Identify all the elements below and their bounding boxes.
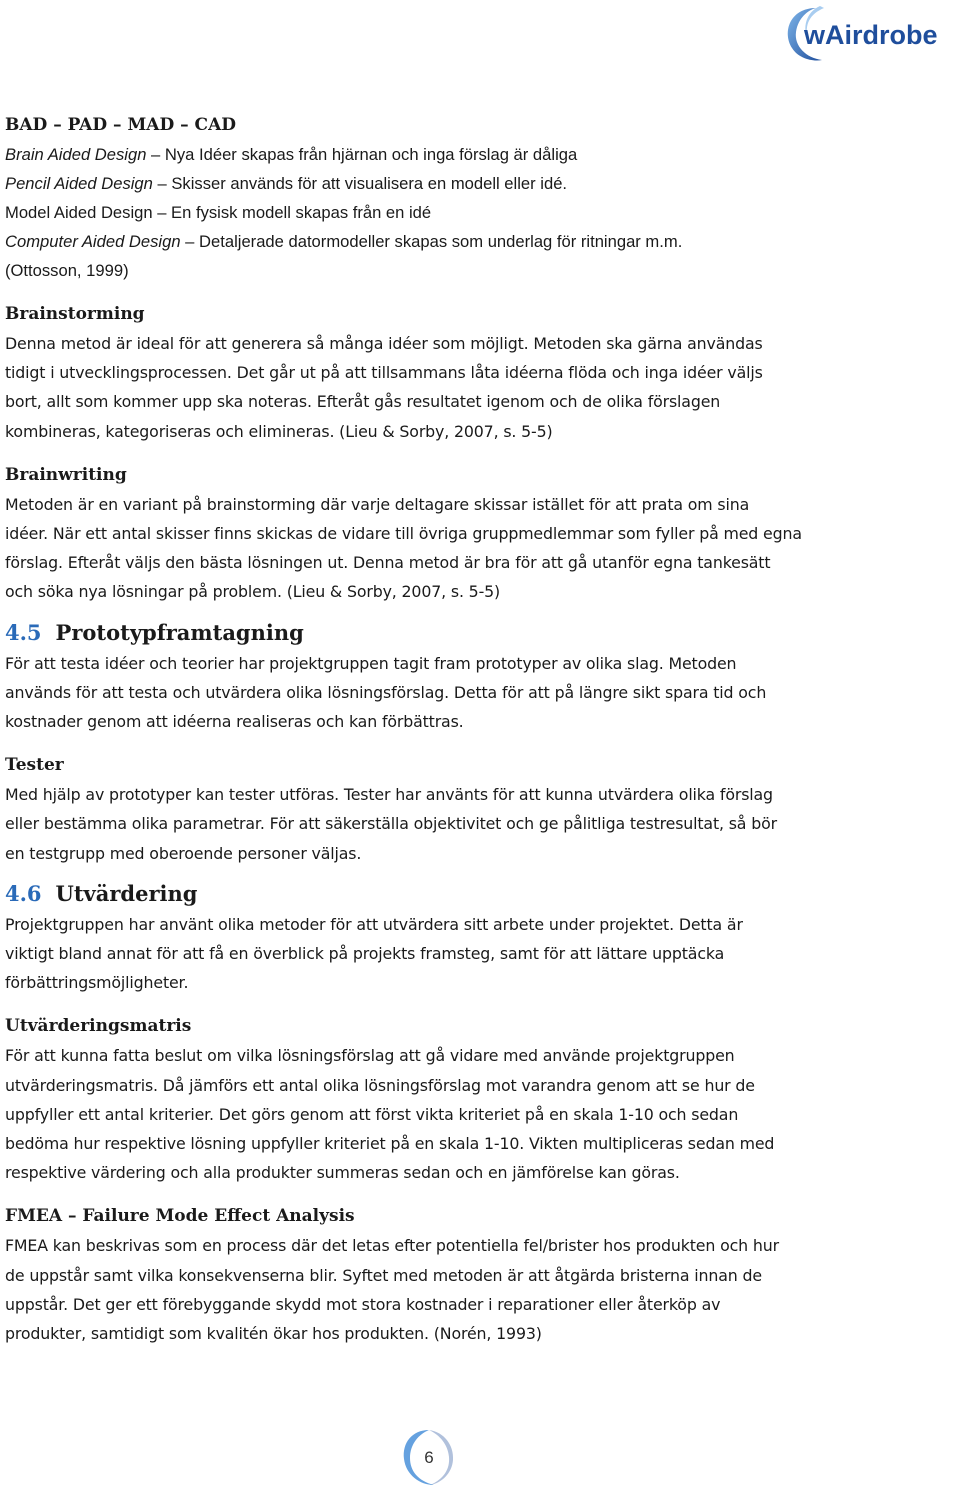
text-line: produkter, samtidigt som kvalitén ökar hos produkten. (Norén, 1993) (5, 1324, 542, 1344)
text-line: en testgrupp med oberoende personer väljas. (5, 843, 362, 863)
text-line: bedöma hur respektive lösning uppfyller kriteriet på en skala 1-10. Vikten multipliceras sedan med (5, 1134, 775, 1154)
text-line: Metoden är en variant på brainstorming där varje deltagare skissar istället för att prata om sina (5, 494, 750, 514)
wairdrobe-logo (776, 2, 954, 66)
text-line: förbättringsmöjligheter. (5, 973, 189, 993)
text-line: viktigt bland annat för att få en överblick på projekts framsteg, samt för att lättare upptäcka (5, 944, 725, 964)
fmea-paragraph (5, 1231, 945, 1348)
brainstorming-heading: Brainstorming (5, 304, 145, 324)
text-line: och söka nya lösningar på problem. (Lieu & Sorby, 2007, s. 5-5) (5, 582, 501, 602)
text-line: tidigt i utvecklingsprocessen. Det går ut på att tillsammans låta idéerna flöda och inga idéer väljs (5, 363, 763, 383)
bpmc-list (5, 140, 945, 285)
text-line: förslag. Efteråt väljs den bästa lösningen ut. Denna metod är bra för att gå utanför egna tankesätt (5, 553, 771, 573)
text-line: eller bestämma olika parametrar. För att säkerställa objektivitet och ge pålitliga testresultat, så bör (5, 814, 777, 834)
text-line: uppstår. Det ger ett förebyggande skydd mot stora kostnader i reparationer eller återköp av (5, 1294, 721, 1314)
text-line: FMEA kan beskrivas som en process där det letas efter potentiella fel/brister hos produkten och hur (5, 1236, 779, 1256)
section-number: 4.5 (5, 619, 42, 645)
svg-text:wAirdrobe: wAirdrobe (804, 20, 938, 50)
matris-heading: Utvärderingsmatris (5, 1016, 192, 1037)
tester-paragraph (5, 780, 945, 868)
section-4-6-heading: 4.6 Utvärdering (5, 880, 198, 906)
brainwriting-heading: Brainwriting (5, 464, 127, 485)
bpmc-heading: BAD – PAD – MAD – CAD (5, 115, 237, 135)
section-4-5-heading: 4.5 Prototypframtagning (5, 619, 304, 645)
brainwriting-paragraph (5, 490, 945, 607)
bpmc-line: Computer Aided Design – Detaljerade datormodeller skapas som underlag för ritningar m.m. (5, 232, 683, 251)
text-line: kostnader genom att idéerna realiseras och kan förbättras. (5, 712, 464, 732)
brainstorming-paragraph (5, 329, 945, 446)
text-line: Projektgruppen har använt olika metoder för att utvärdera sitt arbete under projektet. Detta är (5, 914, 743, 934)
text-line: För att testa idéer och teorier har projektgruppen tagit fram prototyper av olika slag. Metoden (5, 653, 737, 673)
text-line: respektive värdering och alla produkter summeras sedan och en jämförelse kan göras. (5, 1163, 680, 1183)
bpmc-citation: (Ottosson, 1999) (5, 261, 129, 280)
text-line: kombineras, kategoriseras och elimineras. (Lieu & Sorby, 2007, s. 5-5) (5, 421, 553, 441)
document-body (5, 112, 945, 1348)
text-line: utvärderingsmatris. Då jämförs ett antal olika lösningsförslag mot varandra genom att se hur de (5, 1075, 755, 1095)
tester-heading: Tester (5, 755, 64, 776)
text-line: uppfyller ett antal kriterier. Det görs genom att först vikta kriteriet på en skala 1-10 och sedan (5, 1104, 739, 1124)
text-line: Med hjälp av prototyper kan tester utföras. Tester har använts för att kunna utvärdera olika förslag (5, 785, 773, 805)
section-4-5-paragraph (5, 649, 945, 737)
bpmc-line: Pencil Aided Design – Skisser används för att visualisera en modell eller idé. (5, 174, 568, 193)
text-line: de uppstår samt vilka konsekvenserna blir. Syftet med metoden är att åtgärda bristerna innan de (5, 1265, 762, 1285)
section-4-6-paragraph (5, 910, 945, 998)
text-line: används för att testa och utvärdera olika lösningsförslag. Detta för att på längre sikt spara tid och (5, 682, 767, 702)
text-line: För att kunna fatta beslut om vilka lösningsförslag att gå vidare med använde projektgruppen (5, 1046, 735, 1066)
section-number: 4.6 (5, 880, 42, 906)
matris-paragraph (5, 1041, 945, 1187)
bpmc-line: Model Aided Design – En fysisk modell skapas från en idé (5, 203, 432, 222)
text-line: Denna metod är ideal för att generera så många idéer som möjligt. Metoden ska gärna användas (5, 334, 763, 353)
page-number: 6 (424, 1448, 434, 1467)
bpmc-line: Brain Aided Design – Nya Idéer skapas från hjärnan och inga förslag är dåliga (5, 145, 578, 164)
fmea-heading: FMEA – Failure Mode Effect Analysis (5, 1206, 355, 1227)
text-line: bort, allt som kommer upp ska noteras. Efteråt gås resultatet igenom och de olika förslagen (5, 392, 721, 412)
text-line: idéer. När ett antal skisser finns skickas de vidare till övriga gruppmedlemmar som fyller på med egna (5, 524, 802, 544)
